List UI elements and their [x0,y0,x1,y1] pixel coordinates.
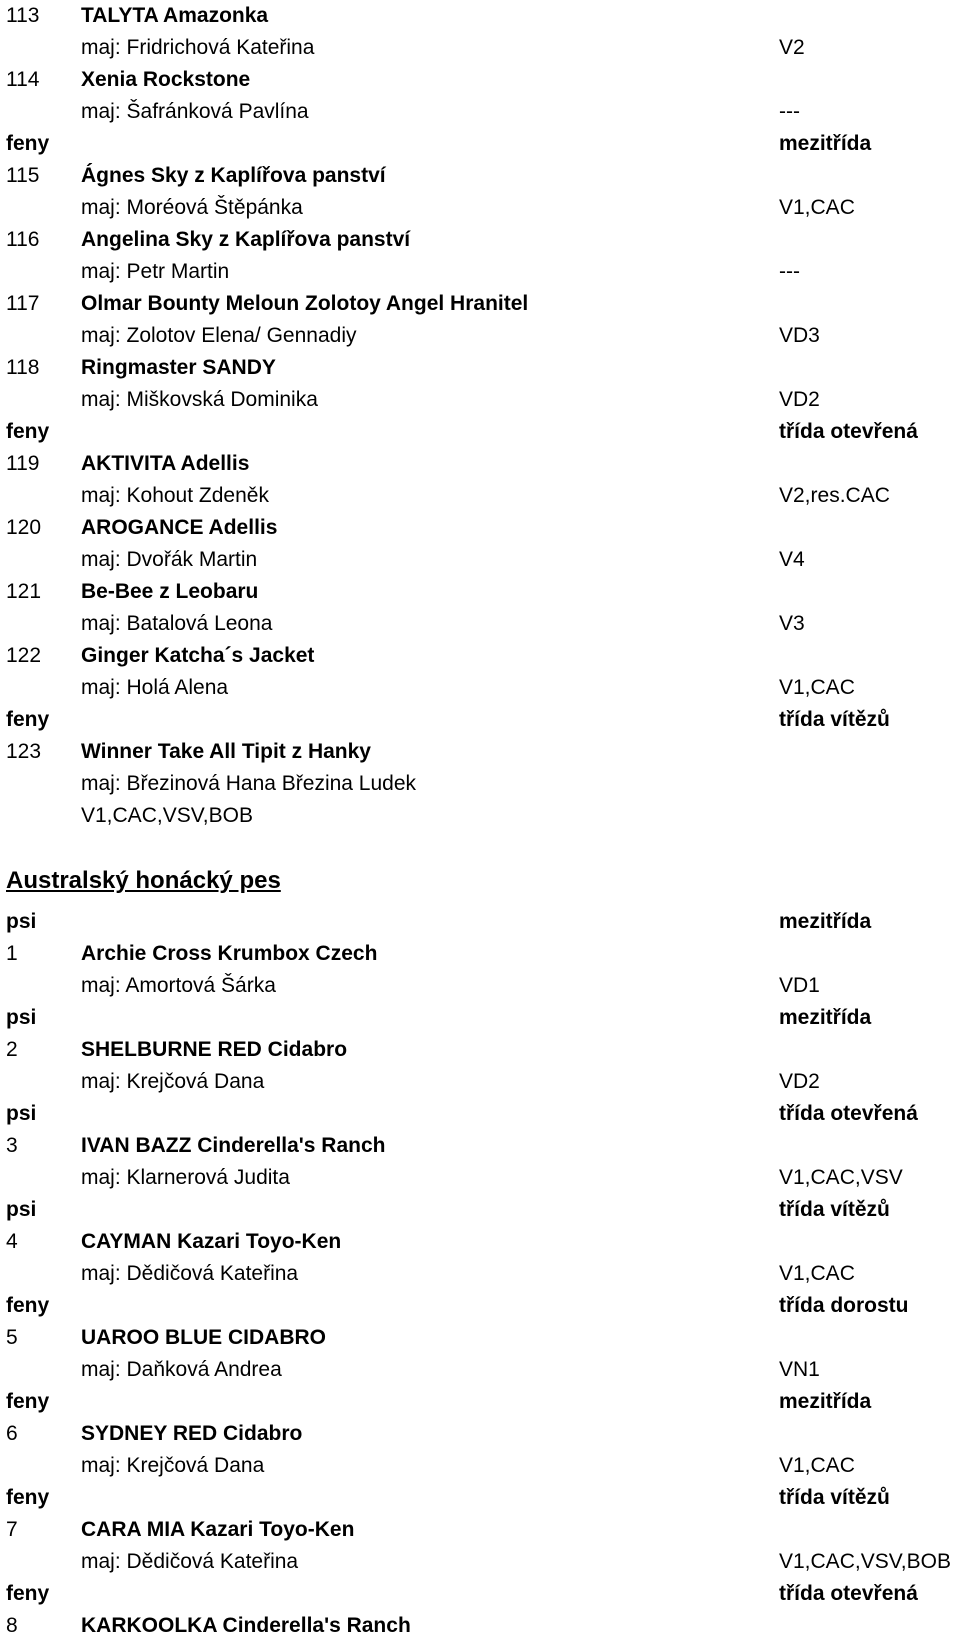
sex-label: psi [6,1006,37,1029]
dog-entry-row [0,1034,960,1066]
class-label: třída vítězů [779,708,890,731]
class-header-row [0,1194,960,1226]
owner-row [0,96,960,128]
owner-row [0,384,960,416]
dog-entry-row [0,224,960,256]
dog-name: UAROO BLUE CIDABRO [81,1326,326,1349]
dog-entry-row [0,576,960,608]
catalog-number: 118 [6,356,40,379]
owner-row [0,192,960,224]
class-label: třída otevřená [779,1582,918,1605]
dog-entry-row [0,736,960,768]
owner-name: V1,CAC,VSV,BOB [81,804,253,827]
class-label: třída otevřená [779,420,918,443]
sex-label: psi [6,910,37,933]
owner-name: maj: Miškovská Dominika [81,388,318,411]
sex-label: feny [6,1582,50,1605]
sex-label: feny [6,1294,50,1317]
breed-heading-row [0,856,960,906]
sex-label: feny [6,1486,50,1509]
catalog-number: 114 [6,68,40,91]
dog-entry-row [0,1130,960,1162]
dog-entry-row [0,352,960,384]
owner-name: maj: Fridrichová Kateřina [81,36,315,59]
owner-name: maj: Krejčová Dana [81,1454,265,1477]
catalog-number: 5 [6,1326,18,1349]
result-grade: V2,res.CAC [779,484,890,507]
result-grade: V2 [779,36,805,59]
catalog-number: 123 [6,740,42,763]
class-header-row [0,1290,960,1322]
owner-row [0,1066,960,1098]
dog-entry-row [0,938,960,970]
owner-row [0,1162,960,1194]
owner-name: maj: Březinová Hana Březina Ludek [81,772,417,795]
catalog-number: 3 [6,1134,18,1157]
owner-name: maj: Zolotov Elena/ Gennadiy [81,324,357,347]
dog-name: AKTIVITA Adellis [81,452,250,475]
catalog-number: 1 [6,942,18,965]
owner-row [0,1546,960,1578]
owner-row [0,544,960,576]
dog-name: Winner Take All Tipit z Hanky [81,740,371,763]
catalog-number: 120 [6,516,42,539]
owner-row [0,1354,960,1386]
result-grade: V3 [779,612,805,635]
dog-entry-row [0,288,960,320]
catalog-number: 6 [6,1422,18,1445]
dog-name: IVAN BAZZ Cinderella's Ranch [81,1134,386,1157]
owner-row [0,672,960,704]
class-label: mezitřída [779,910,872,933]
owner-name: maj: Moréová Štěpánka [81,196,303,219]
sex-label: feny [6,132,50,155]
result-grade: VD1 [779,974,820,997]
owner-name: maj: Krejčová Dana [81,1070,265,1093]
sex-label: feny [6,708,50,731]
class-label: třída dorostu [779,1294,909,1317]
sex-label: psi [6,1198,37,1221]
owner-name: maj: Petr Martin [81,260,230,283]
breed-heading: Australský honácký pes [6,867,281,894]
dog-name: AROGANCE Adellis [81,516,278,539]
result-grade: V1,CAC [779,196,855,219]
owner-name: maj: Dědičová Kateřina [81,1550,299,1573]
catalog-number: 113 [6,4,40,27]
catalog-number: 115 [6,164,40,187]
dog-name: KARKOOLKA Cinderella's Ranch [81,1614,411,1637]
dog-name: Angelina Sky z Kaplířova panství [81,228,411,251]
sex-label: feny [6,1390,50,1413]
catalog-number: 7 [6,1518,18,1541]
dog-name: CAYMAN Kazari Toyo-Ken [81,1230,342,1253]
catalog-number: 119 [6,452,40,475]
owner-row [0,256,960,288]
dog-entry-row [0,1418,960,1450]
owner-row [0,800,960,832]
owner-name: maj: Šafránková Pavlína [81,100,309,123]
owner-name: maj: Holá Alena [81,676,229,699]
dog-entry-row [0,1514,960,1546]
owner-row [0,608,960,640]
result-grade: --- [779,100,800,123]
dog-name: SYDNEY RED Cidabro [81,1422,303,1445]
dog-name: Olmar Bounty Meloun Zolotoy Angel Hranitel [81,292,529,315]
dog-entry-row [0,64,960,96]
catalog-number: 121 [6,580,42,603]
result-grade: VD3 [779,324,820,347]
sex-label: feny [6,420,50,443]
spacer [0,832,960,856]
owner-row [0,1258,960,1290]
class-header-row [0,1482,960,1514]
owner-row [0,480,960,512]
dog-entry-row [0,512,960,544]
catalog-number: 122 [6,644,42,667]
dog-name: Ágnes Sky z Kaplířova panství [81,164,386,187]
sex-label: psi [6,1102,37,1125]
dog-name: TALYTA Amazonka [81,4,269,27]
class-header-row [0,1578,960,1610]
dog-name: Be-Bee z Leobaru [81,580,259,603]
owner-row [0,320,960,352]
owner-name: maj: Daňková Andrea [81,1358,282,1381]
dog-name: Xenia Rockstone [81,68,251,91]
dog-entry-row [0,1226,960,1258]
result-grade: V4 [779,548,805,571]
result-grade: VN1 [779,1358,820,1381]
class-header-row [0,1386,960,1418]
result-grade: V1,CAC,VSV,BOB [779,1550,951,1573]
class-label: mezitřída [779,1390,872,1413]
class-label: mezitřída [779,132,872,155]
dog-name: SHELBURNE RED Cidabro [81,1038,348,1061]
owner-row [0,1450,960,1482]
catalog-number: 117 [6,292,40,315]
class-header-row [0,704,960,736]
dog-entry-row [0,160,960,192]
result-grade: V1,CAC,VSV [779,1166,903,1189]
dog-entry-row [0,0,960,32]
dog-entry-row [0,1322,960,1354]
result-grade: VD2 [779,1070,820,1093]
class-label: mezitřída [779,1006,872,1029]
dog-name: Ringmaster SANDY [81,356,276,379]
catalog-number: 4 [6,1230,18,1253]
catalog-number: 116 [6,228,40,251]
owner-row [0,768,960,800]
owner-name: maj: Dědičová Kateřina [81,1262,299,1285]
dog-entry-row [0,640,960,672]
dog-name: Ginger Katcha´s Jacket [81,644,315,667]
dog-name: CARA MIA Kazari Toyo-Ken [81,1518,355,1541]
class-label: třída vítězů [779,1486,890,1509]
owner-name: maj: Kohout Zdeněk [81,484,269,507]
catalog-number: 8 [6,1614,18,1637]
catalog-number: 2 [6,1038,18,1061]
dog-name: Archie Cross Krumbox Czech [81,942,378,965]
class-header-row [0,1002,960,1034]
class-header-row [0,1098,960,1130]
class-header-row [0,906,960,938]
result-grade: V1,CAC [779,676,855,699]
result-grade: VD2 [779,388,820,411]
result-grade: --- [779,260,800,283]
owner-name: maj: Dvořák Martin [81,548,258,571]
dog-entry-row [0,448,960,480]
class-header-row [0,128,960,160]
class-label: třída otevřená [779,1102,918,1125]
owner-name: maj: Batalová Leona [81,612,273,635]
class-header-row [0,416,960,448]
owner-name: maj: Amortová Šárka [81,974,276,997]
result-grade: V1,CAC [779,1454,855,1477]
owner-row [0,32,960,64]
owner-name: maj: Klarnerová Judita [81,1166,290,1189]
dog-entry-row [0,1610,960,1642]
class-label: třída vítězů [779,1198,890,1221]
result-grade: V1,CAC [779,1262,855,1285]
owner-row [0,970,960,1002]
